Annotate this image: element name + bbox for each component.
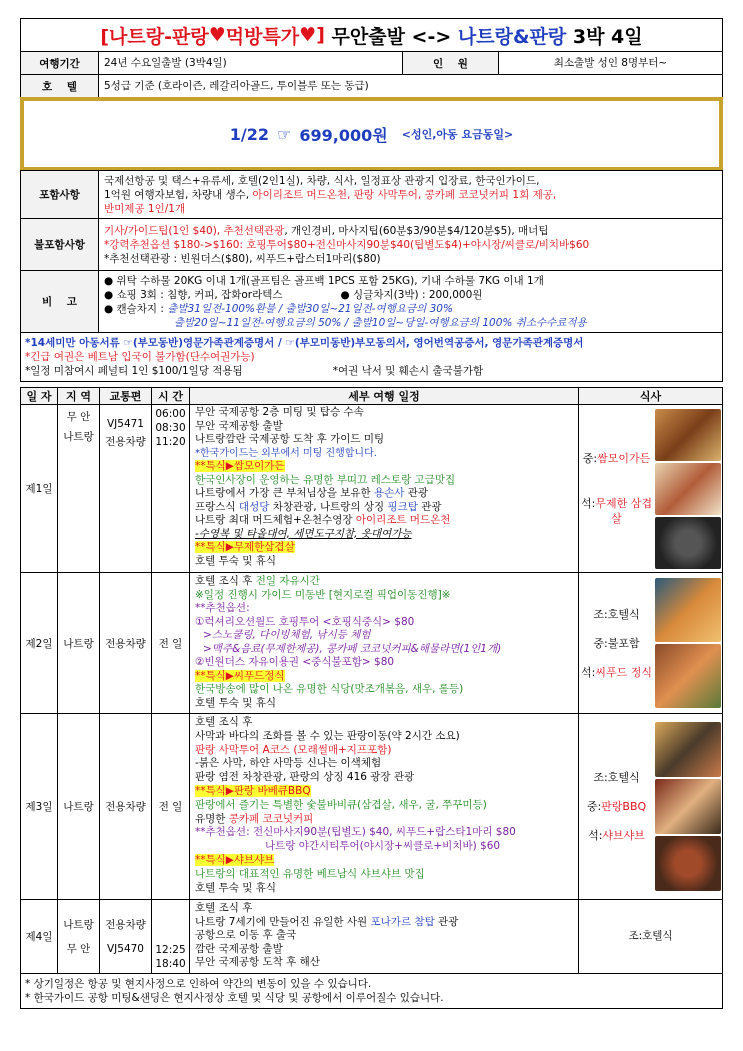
remarks-line3a: ● 캔슬차지 : xyxy=(104,302,168,315)
day2-region: 나트랑 xyxy=(58,573,100,714)
day2-l1 xyxy=(195,575,573,589)
day1-l7 xyxy=(195,487,573,501)
day3-photos xyxy=(654,720,722,893)
col-day: 일 자 xyxy=(21,388,58,405)
day1-photos xyxy=(654,407,722,571)
day3-l5: 판랑 염전 차창관광, 판랑의 상징 416 광장 관광 xyxy=(195,771,415,784)
excluded-line3: *추천선택관광 : 빈원더스($80), 씨푸드+랍스터1마리($80) xyxy=(104,252,381,265)
heart-icon: ♥ xyxy=(208,24,226,46)
included-label: 포함사항 xyxy=(21,171,99,219)
col-time: 시 간 xyxy=(152,388,190,405)
day1-l6: 한국인사장이 운영하는 유명한 부띠끄 레스토랑 고급맛집 xyxy=(195,473,456,486)
day2-l6 xyxy=(195,643,573,657)
included-value xyxy=(99,171,723,219)
title-red: [나트랑-판랑 xyxy=(100,25,209,48)
day1-l10: -수영복 및 타올대여, 세면도구지참, 옷대여가능 xyxy=(195,527,412,540)
col-detail: 세부 여행 일정 xyxy=(190,388,579,405)
day1-region1: 무 안 xyxy=(66,411,91,423)
col-region: 지 역 xyxy=(58,388,100,405)
day4-transport2: VJ5470 xyxy=(106,942,144,955)
day3-l8 xyxy=(195,813,573,827)
remarks-value xyxy=(99,271,723,333)
day2-meal3a: 석: xyxy=(581,665,596,679)
day2-l8: **특식▶씨푸드정식 xyxy=(195,669,285,682)
excluded-line1b: , 개인경비, 마사지팁(60분$3/90분$4/120분$5), 매너팁 xyxy=(284,224,549,237)
excluded-value xyxy=(99,219,723,271)
day3-l8a: 유명한 xyxy=(195,812,229,825)
title-black: 무안출발 <-> xyxy=(324,25,458,48)
day3-l3: 판랑 사막투어 A코스 (모래썰매+지프포함) xyxy=(195,743,392,756)
day2-l10: 호텔 투숙 및 휴식 xyxy=(195,696,277,709)
remarks-line2a: ● 쇼핑 3회 : 침향, 커피, 잡화or라텍스 xyxy=(104,288,283,301)
day1-time xyxy=(152,405,190,573)
day1-l8 xyxy=(195,501,573,515)
day1-l8e: 관광 xyxy=(417,500,442,513)
day1-transport xyxy=(100,405,152,573)
notice-box xyxy=(20,333,723,382)
day1-l8d: 핑크탑 xyxy=(387,500,418,513)
day1-l7c: 관광 xyxy=(404,487,429,499)
period-label: 여행기간 xyxy=(21,52,99,75)
schedule-table xyxy=(20,387,723,974)
day2-transport: 전용차량 xyxy=(100,573,152,714)
day2-l3: **추천옵션: xyxy=(195,602,250,614)
day1-meal1b: 쌈모이가든 xyxy=(597,452,651,465)
excluded-line1a: 기사/가이드팁(1인 $40), 추천선택관광 xyxy=(104,224,285,237)
pointing-hand-icon: ☞ xyxy=(277,124,292,144)
day3-meal2a: 중: xyxy=(586,800,602,813)
day2-l6a: >맥주&음료(무제한제공), xyxy=(203,642,327,655)
included-line3: 반미제공 1인/1개 xyxy=(104,202,186,215)
food-photo-icon xyxy=(655,722,721,777)
remarks-line3 xyxy=(104,302,717,316)
table-row xyxy=(21,714,723,900)
day1-l7b: 용손사 xyxy=(373,487,405,499)
day4-detail xyxy=(190,900,579,974)
remarks-line2b: ● 싱글차지(3박) : 200,000원 xyxy=(340,288,483,301)
day4-time2: 18:40 xyxy=(155,958,186,970)
day3-l8b: 콩카페 코코넛커피 xyxy=(228,812,314,825)
remarks-line3b: 출발31일전-100%환불 / 출발30일~21일전-여행요금의 30% xyxy=(167,302,453,315)
included-line2b: 아이리조트 머드온천, 판랑 사막투어, 콩카페 코코넛커피 1회 제공, xyxy=(252,188,557,201)
day1-l8a: 프랑스식 xyxy=(195,500,239,513)
day1-time3: 11:20 xyxy=(155,436,186,448)
title-red2: 먹방특가 xyxy=(225,25,300,48)
day2-label: 제2일 xyxy=(21,573,58,714)
day1-region xyxy=(58,405,100,573)
day3-l9: **추천옵션: 전신마사지90분(팁별도) $40, 씨푸드+랍스타1마리 $80 xyxy=(195,826,516,839)
included-line2 xyxy=(104,188,717,202)
notice-line3a: *일정 미참여시 페널티 1인 $100/1일당 적용됨 xyxy=(25,365,243,377)
day4-time1: 12:25 xyxy=(155,944,186,956)
info-table xyxy=(20,51,723,98)
day4-l2b: 포나가르 참탑 xyxy=(370,915,435,928)
day4-l3: 공항으로 이동 후 출국 xyxy=(195,929,297,941)
remarks-line4: 출발20일~11일전-여행요금의 50% / 출발10일~당일-여행요금의 100% 취소수수료적용 xyxy=(174,316,587,329)
day1-l12: 호텔 투숙 및 휴식 xyxy=(195,554,277,567)
day4-time xyxy=(152,900,190,974)
day2-meal2: 중:불포함 xyxy=(593,636,640,650)
day3-l2: 사막과 바다의 조화를 볼 수 있는 판랑이동(약 2시간 소요) xyxy=(195,729,460,742)
day3-meal-text xyxy=(579,770,654,843)
day1-region2: 나트랑 xyxy=(63,431,94,443)
day1-l8b: 대성당 xyxy=(238,500,270,513)
day3-region: 나트랑 xyxy=(58,714,100,900)
day4-l5: 무안 국제공항 도착 후 해산 xyxy=(195,956,320,968)
remarks-line2 xyxy=(104,288,717,302)
day3-l1: 호텔 조식 후 xyxy=(195,716,253,728)
food-photo-icon xyxy=(655,517,721,569)
included-line2a: 1억원 여행자보험, 차량내 생수, xyxy=(104,188,253,201)
day1-l11: **특식▶무제한삼겹살 xyxy=(195,541,295,553)
food-photo-icon xyxy=(655,779,721,834)
day1-l3: 나트랑깜란 국제공항 도착 후 가이드 미팅 xyxy=(195,433,385,445)
included-line1: 국제선항공 및 택스+유류세, 호텔(2인1실), 차량, 식사, 일정표상 관광지 입장료, 한국인가이드, xyxy=(104,174,540,187)
day1-meal1a: 중: xyxy=(582,452,598,465)
food-photo-icon xyxy=(655,578,721,642)
day3-meal2b: 판랑BBQ xyxy=(601,800,647,813)
day3-l12: 나트랑의 대표적인 유명한 베트남식 샤브샤브 맛집 xyxy=(195,867,425,880)
day2-meal-text xyxy=(579,607,654,680)
day1-l5: **특식▶쌈모이가든 xyxy=(195,460,285,472)
day2-l9: 한국방송에 많이 나온 유명한 식당(맛조개볶음, 새우, 롤등) xyxy=(195,683,464,695)
price-amount: 699,000원 xyxy=(299,125,388,145)
col-transport: 교통편 xyxy=(100,388,152,405)
title-black2: 3박 4일 xyxy=(566,25,643,48)
day3-meal3b: 샤브샤브 xyxy=(602,829,645,842)
day2-l6b: 콩카페 코코넛커피&해물라면(1인1개) xyxy=(326,642,502,655)
footer-notes xyxy=(20,974,723,1009)
day2-l1b: 전일 자유시간 xyxy=(255,575,320,587)
table-row xyxy=(21,405,723,573)
day2-meal xyxy=(579,573,723,714)
food-photo-icon xyxy=(655,836,721,891)
day4-label: 제4일 xyxy=(21,900,58,974)
day1-l1: 무안 국제공항 2층 미팅 및 탑승 수속 xyxy=(195,406,364,418)
day1-time1: 06:00 xyxy=(155,408,186,420)
day1-l2: 무안 국제공항 출발 xyxy=(195,419,283,432)
day3-l7: 판랑에서 즐기는 특별한 숯불바비큐(삼겹살, 새우, 굴, 쭈꾸미등) xyxy=(195,798,487,811)
itinerary-sheet xyxy=(20,18,723,1009)
day1-time2: 08:30 xyxy=(155,422,186,434)
day2-l5: >스노쿨링, 다이빙체험, 낚시등 체험 xyxy=(203,629,371,641)
excluded-line2: *강력추천옵션 $180->$160: 호핑투어$80+전신마사지90분$40(팁별도$4)+야시장/씨클로/비치바$60 xyxy=(104,238,590,251)
day2-photos xyxy=(654,576,722,710)
day3-l11: **특식▶샤브샤브 xyxy=(195,853,275,866)
day3-transport: 전용차량 xyxy=(100,714,152,900)
day1-l9a: 나트랑 최대 머드체험+온천수영장 xyxy=(195,514,356,526)
day1-transport2: 전용차량 xyxy=(105,436,146,448)
day1-l4: *한국가이드는 외부에서 미팅 진행합니다. xyxy=(195,447,377,459)
period-value: 24년 수요일출발 (3박4일) xyxy=(99,52,403,75)
day4-l2a: 나트랑 7세기에 만들어진 유일한 사원 xyxy=(195,915,371,928)
people-label: 인 원 xyxy=(403,52,499,75)
day1-l7a: 나트랑에서 가장 큰 부처님상을 보유한 xyxy=(195,487,374,499)
remarks-line1: ● 위탁 수하물 20KG 이내 1개(골프팀은 골프백 1PCS 포함 25KG), 기내 수하물 7KG 이내 1개 xyxy=(104,274,544,287)
remarks-label: 비 고 xyxy=(21,271,99,333)
day3-meal3a: 석: xyxy=(588,829,603,842)
day4-region xyxy=(58,900,100,974)
day2-meal1: 조:호텔식 xyxy=(593,607,640,621)
day4-l1: 호텔 조식 후 xyxy=(195,902,253,914)
day4-l4: 깜란 국제공항 출발 xyxy=(195,942,283,955)
price-date: 1/22 xyxy=(229,124,270,144)
day2-l7: ②빈원더스 자유이용권 <중식불포함> $80 xyxy=(195,656,395,668)
notice-line3b: *여권 낙서 및 훼손시 출국불가함 xyxy=(332,365,484,377)
day3-l10: 나트랑 야간시티투어(야시장+씨클로+비치바) $60 xyxy=(265,840,501,853)
day1-meal2a: 석: xyxy=(581,497,596,510)
page-title xyxy=(20,18,723,52)
day3-l13: 호텔 투숙 및 휴식 xyxy=(195,881,277,894)
title-blue: 나트랑&판랑 xyxy=(457,25,567,48)
notice-line2: *긴급 여권은 베트남 입국이 불가함(단수여권가능) xyxy=(25,351,255,363)
table-row xyxy=(21,573,723,714)
day3-label: 제3일 xyxy=(21,714,58,900)
day3-time: 전 일 xyxy=(152,714,190,900)
day4-region1: 나트랑 xyxy=(63,918,94,931)
excluded-label: 불포함사항 xyxy=(21,219,99,271)
price-note: <성인,아동 요금동일> xyxy=(401,128,514,141)
day3-l6: **특식▶판랑 바베큐BBQ xyxy=(195,784,311,797)
table-row xyxy=(21,900,723,974)
day1-l9 xyxy=(195,514,573,528)
notice-line3 xyxy=(25,364,718,378)
day4-region2: 무 안 xyxy=(66,942,91,955)
day4-transport1: 전용차량 xyxy=(105,918,146,931)
day4-transport xyxy=(100,900,152,974)
day1-meal-text xyxy=(579,451,654,526)
day2-time: 전 일 xyxy=(152,573,190,714)
title-red3: ] xyxy=(316,24,325,46)
day3-meal1: 조:호텔식 xyxy=(593,771,640,784)
day3-l4: -붉은 사막, 하얀 사막등 신나는 이색체험 xyxy=(195,757,382,770)
day1-label: 제1일 xyxy=(21,405,58,573)
footer-line1: * 상기일정은 항공 및 현지사정으로 인하여 약간의 변동이 있을 수 있습니다. xyxy=(25,978,372,990)
food-photo-icon xyxy=(655,409,721,461)
day1-l9b: 아이리조트 머드온천 xyxy=(355,514,451,526)
people-value: 최소출발 성인 8명부터~ xyxy=(499,52,723,75)
food-photo-icon xyxy=(655,644,721,708)
day2-detail xyxy=(190,573,579,714)
day4-l2 xyxy=(195,916,573,930)
day1-detail xyxy=(190,405,579,573)
notice-line1: *14세미만 아동서류 ☞(부모동반)영문가족관계증명서 / ☞(부모미동반)부모동의서, 영어번역공증서, 영문가족관계증명서 xyxy=(25,337,584,349)
day4-meal: 조:호텔식 xyxy=(579,900,723,974)
food-photo-icon xyxy=(655,463,721,515)
day4-l2c: 관광 xyxy=(434,915,459,928)
day3-detail xyxy=(190,714,579,900)
day1-l8c: 차창관광, 나트랑의 상징 xyxy=(269,500,388,513)
day1-meal2b: 무제한 삼겹살 xyxy=(595,497,652,525)
day1-meal xyxy=(579,405,723,573)
price-box xyxy=(20,97,723,171)
terms-table xyxy=(20,170,723,333)
excluded-line1 xyxy=(104,224,717,238)
day3-meal xyxy=(579,714,723,900)
footer-line2: * 한국가이드 공항 미팅&샌딩은 현지사정상 호텔 및 식당 및 공항에서 이루어질수 있습니다. xyxy=(25,992,444,1004)
day2-l2: ※일정 진행시 가이드 미동반 [현지로컬 픽업이동진행]※ xyxy=(195,588,451,601)
hotel-label: 호 텔 xyxy=(21,75,99,98)
day2-meal3b: 씨푸드 정식 xyxy=(595,665,652,679)
day2-l1a: 호텔 조식 후 xyxy=(195,575,256,587)
day2-l4: ①럭셔리오션월드 호핑투어 <호핑식중식> $80 xyxy=(195,615,415,628)
day1-transport1: VJ5471 xyxy=(106,418,144,430)
col-meal: 식사 xyxy=(579,388,723,405)
hotel-value: 5성급 기준 (호라이즌, 레갈리아골드, 투이블루 또는 동급) xyxy=(99,75,723,98)
heart-icon: ♥ xyxy=(299,24,317,46)
